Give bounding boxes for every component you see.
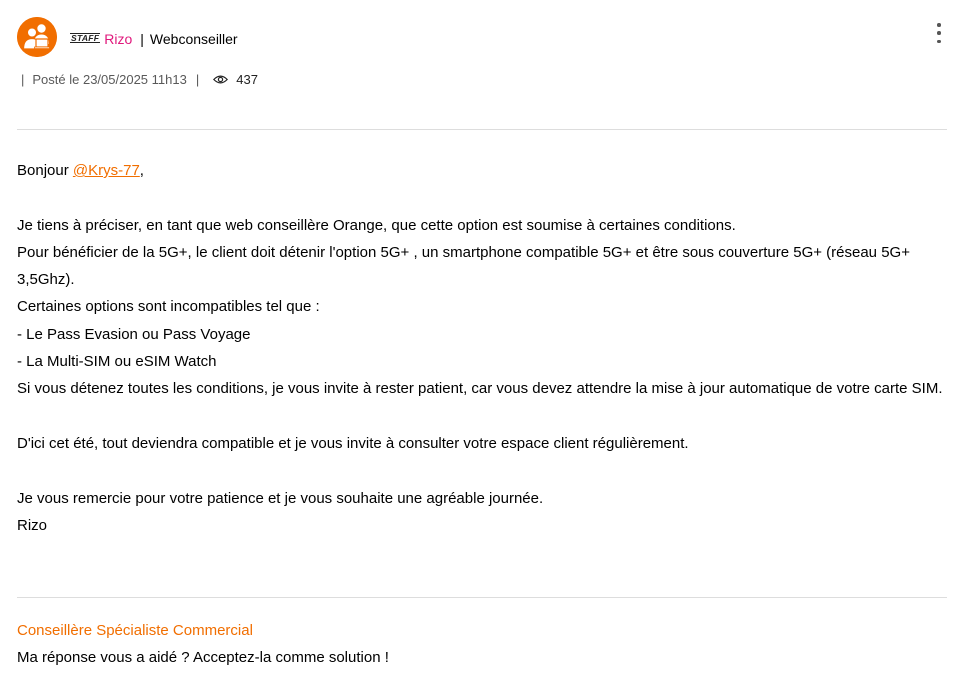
body-signoff: Rizo xyxy=(17,516,48,534)
users-icon xyxy=(17,17,57,57)
paragraph-gap xyxy=(17,184,947,211)
post-header xyxy=(17,17,947,97)
post-date: Posté le 23/05/2025 11h13 xyxy=(32,71,187,87)
body-paragraph: Pour bénéficier de la 5G+, le client doit détenir l'option 5G+ , un smartphone compatible 5G+ et être sous couverture 5G+ (réseau 5G+ 3,5Ghz). xyxy=(17,243,910,289)
post-body xyxy=(17,157,947,539)
more-dot xyxy=(937,23,941,27)
more-vertical-icon[interactable] xyxy=(931,23,947,43)
staff-badge: STAFF xyxy=(71,33,100,43)
avatar[interactable] xyxy=(17,17,57,57)
author-name-link[interactable]: Rizo xyxy=(104,31,133,47)
body-paragraph: Si vous détenez toutes les conditions, je vous invite à rester patient, car vous devez attendre la mise à jour automatique de votre carte SIM. xyxy=(17,380,943,398)
eye-icon xyxy=(213,73,228,85)
signature-divider xyxy=(17,597,947,598)
view-count: 437 xyxy=(236,71,258,87)
body-paragraph: Je vous remercie pour votre patience et je vous souhaite une agréable journée. xyxy=(17,489,544,507)
greeting-prefix: Bonjour xyxy=(17,162,73,179)
author-role: Webconseiller xyxy=(149,31,238,47)
signature-title: Conseillère Spécialiste Commercial xyxy=(17,622,253,639)
body-paragraph: Je tiens à préciser, en tant que web conseillère Orange, que cette option est soumise à certaines conditions. xyxy=(17,216,736,234)
more-dot xyxy=(937,40,941,44)
paragraph-gap xyxy=(17,457,947,484)
more-dot xyxy=(937,31,941,35)
paragraph-gap xyxy=(17,403,947,430)
signature xyxy=(17,617,947,672)
mention-link[interactable]: @Krys-77 xyxy=(72,162,140,179)
greeting-suffix: , xyxy=(139,162,144,179)
header-divider xyxy=(17,129,947,130)
body-paragraph: D'ici cet été, tout deviendra compatible et je vous invite à consulter votre espace client régulièrement. xyxy=(17,434,689,452)
post-meta xyxy=(21,70,258,88)
body-paragraph: Certaines options sont incompatibles tel que : xyxy=(17,298,320,316)
body-list-item: - Le Pass Evasion ou Pass Voyage xyxy=(17,325,251,343)
author-line xyxy=(70,30,238,48)
meta-pipe-right: | xyxy=(195,71,200,87)
author-separator: | xyxy=(140,31,144,47)
meta-pipe-left: | xyxy=(21,71,25,87)
signature-text: Ma réponse vous a aidé ? Acceptez-la comme solution ! xyxy=(17,649,389,667)
body-list-item: - La Multi-SIM ou eSIM Watch xyxy=(17,353,217,371)
greeting-line xyxy=(17,157,947,184)
